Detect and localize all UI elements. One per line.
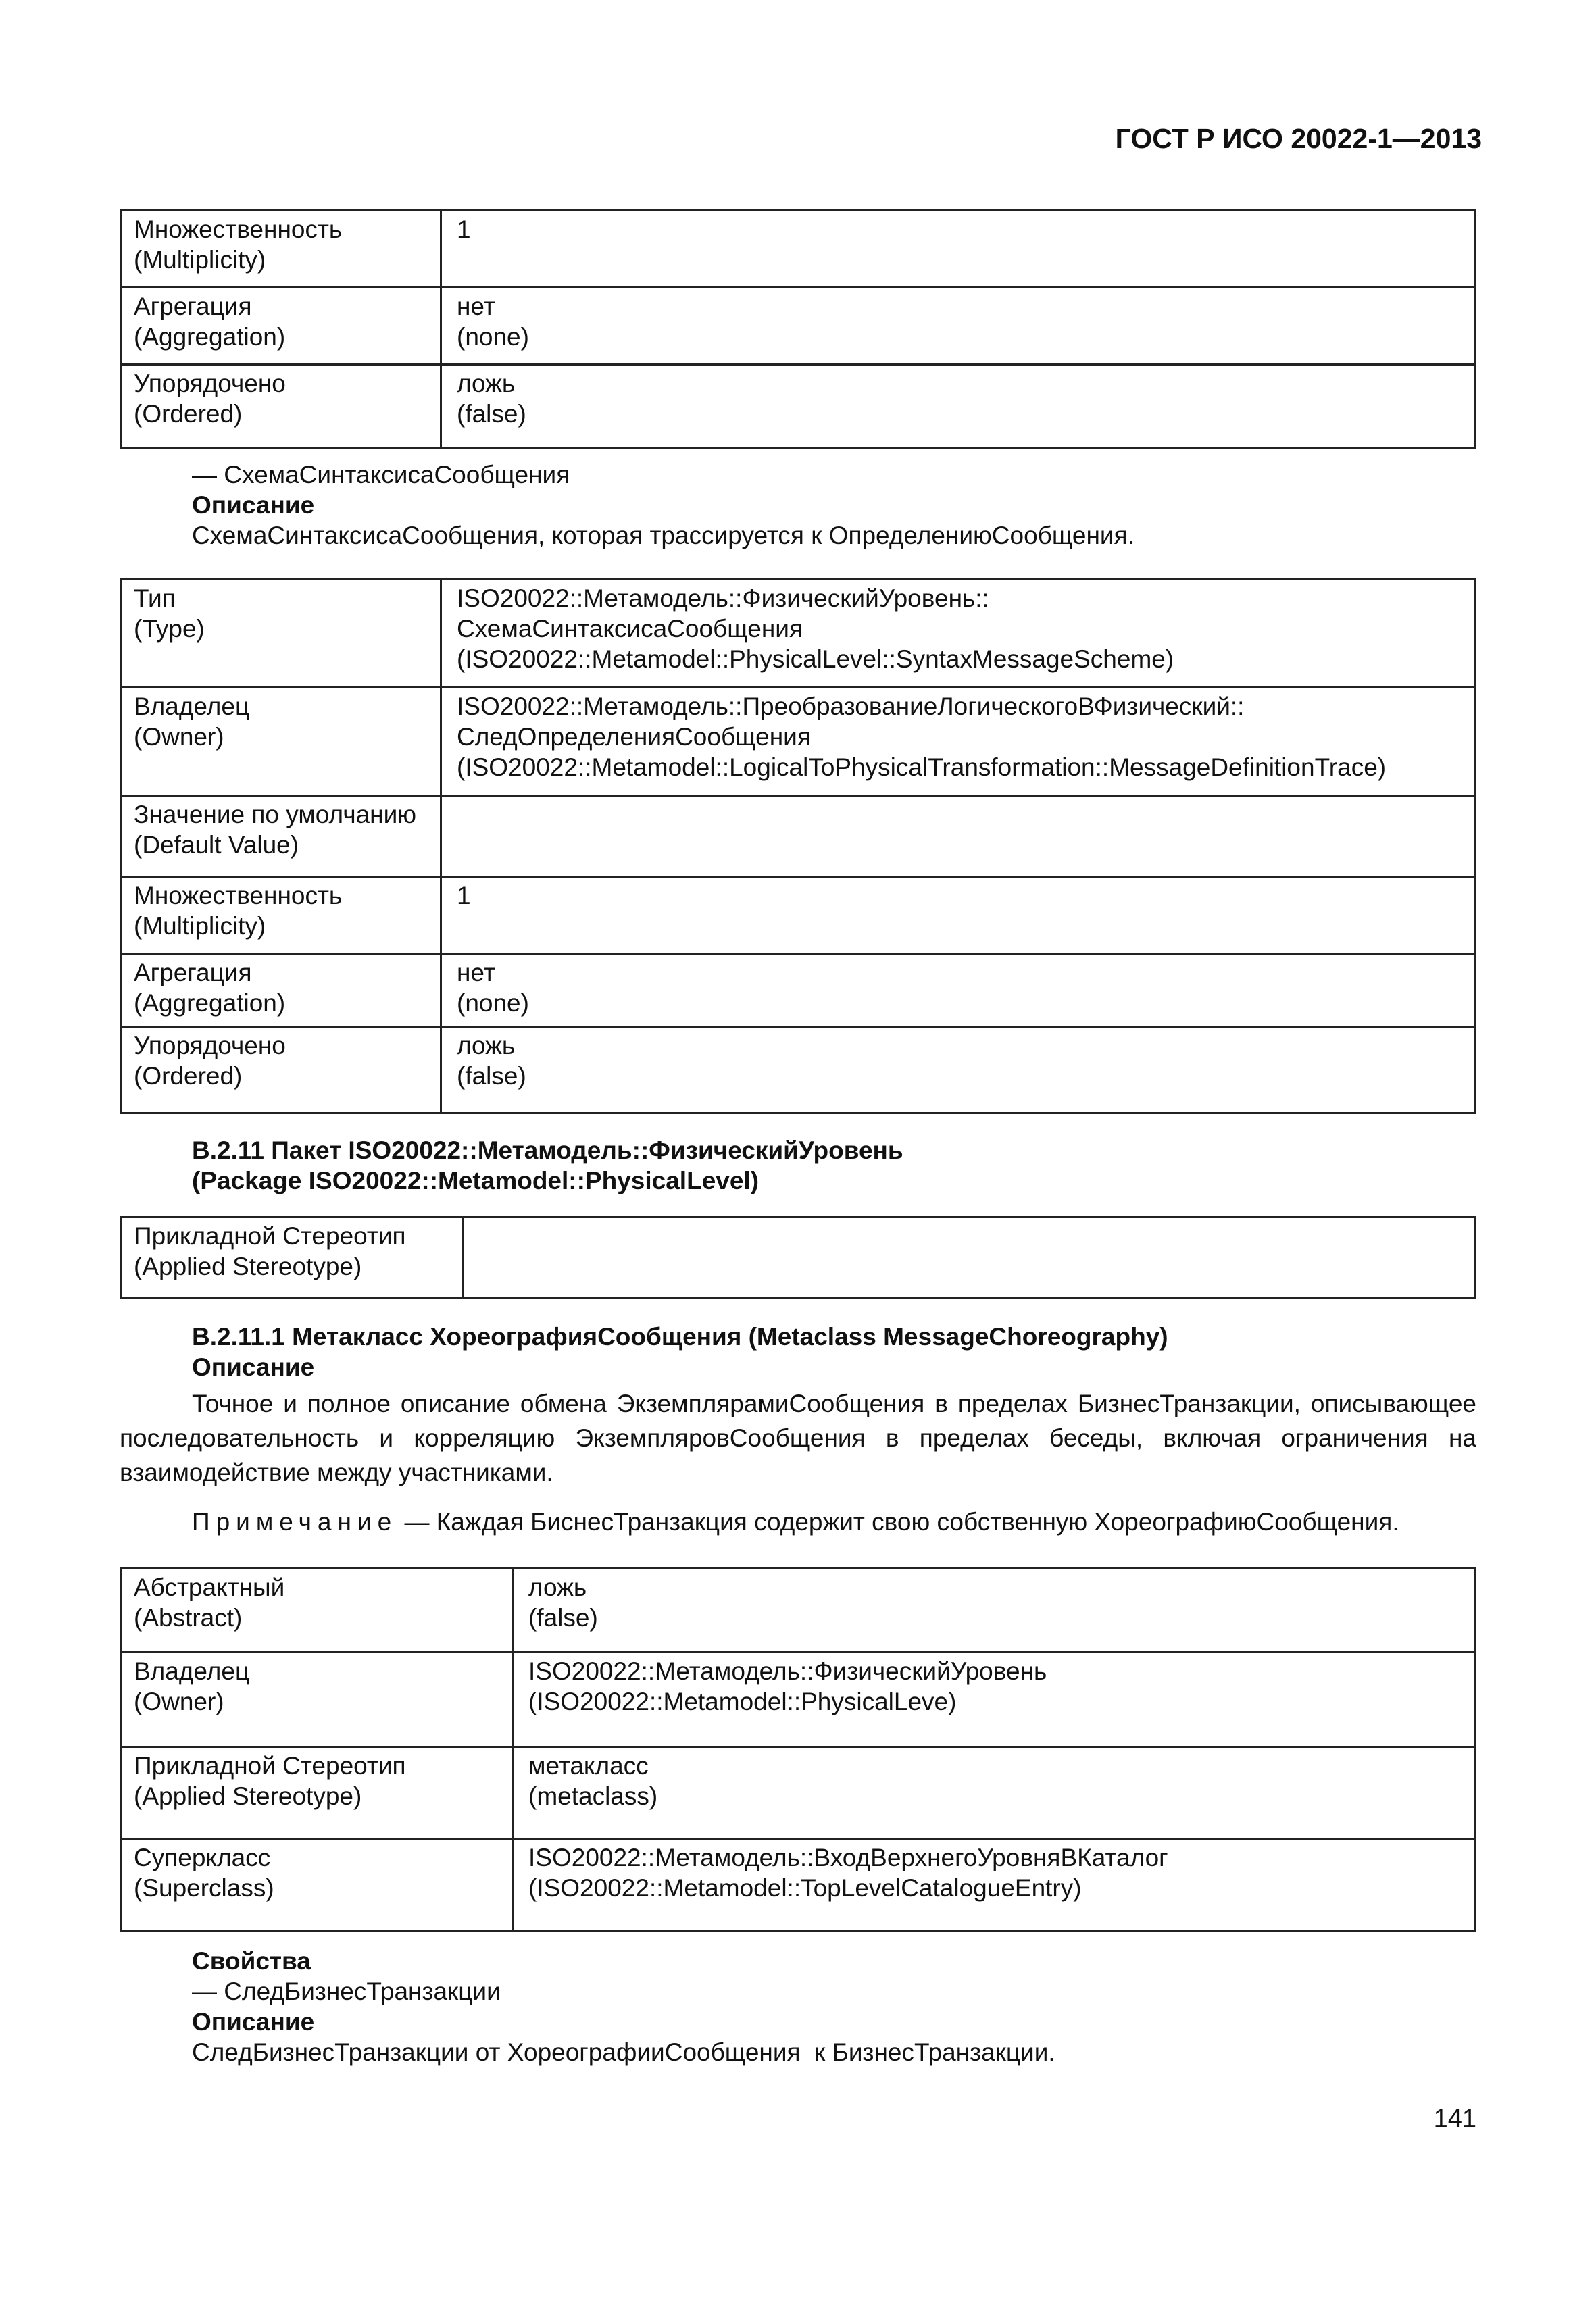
property-value-line: (false)	[528, 1604, 598, 1632]
table-row	[121, 877, 1476, 954]
property-label-cell	[121, 1569, 513, 1653]
properties-table-2	[120, 578, 1476, 1114]
scheme-item: — СхемаСинтаксисаСообщения	[192, 461, 570, 488]
table-row	[121, 1747, 1476, 1839]
property-label-ru: Множественность	[134, 882, 343, 909]
property-label-en: (Superclass)	[134, 1874, 274, 1902]
property-label-ru: Упорядочено	[134, 370, 286, 397]
property-label-en: (Multiplicity)	[134, 246, 266, 274]
property-label-en: (Owner)	[134, 1688, 224, 1715]
property-label-ru: Множественность	[134, 216, 343, 243]
property-label-ru: Суперкласс	[134, 1844, 271, 1871]
property-label-cell	[121, 796, 441, 877]
properties-table-1	[120, 209, 1476, 449]
table-row	[121, 1217, 1476, 1299]
property-value-line: ISO20022::Метамодель::ВходВерхнегоУровняВКаталог	[528, 1844, 1168, 1871]
property-label-en: (Default Value)	[134, 831, 299, 859]
property-value-cell	[441, 877, 1476, 954]
property-label-ru: Абстрактный	[134, 1574, 285, 1601]
property-label-cell	[121, 1217, 463, 1299]
table-row	[121, 954, 1476, 1027]
property-value-line: СхемаСинтаксисаСообщения	[457, 615, 803, 643]
section-b211-title-line2: (Package ISO20022::Metamodel::PhysicalLevel)	[192, 1167, 759, 1194]
metaclass-table	[120, 1567, 1476, 1932]
property-value-cell	[441, 580, 1476, 688]
properties-description-text: СледБизнесТранзакции от ХореографииСообщения к БизнесТранзакции.	[192, 2038, 1055, 2066]
property-value-line: нет	[457, 293, 495, 320]
section-b2111-head	[192, 1322, 1476, 1382]
property-value-line: нет	[457, 959, 495, 986]
property-label-en: (Aggregation)	[134, 989, 286, 1017]
section-b211-title	[192, 1135, 1476, 1196]
property-value-line: ложь	[528, 1574, 587, 1601]
table-row	[121, 288, 1476, 365]
property-value-line: (ISO20022::Metamodel::PhysicalLevel::SyntaxMessageScheme)	[457, 645, 1174, 673]
property-label-cell	[121, 954, 441, 1027]
table-row	[121, 1027, 1476, 1113]
scheme-description-text: СхемаСинтаксисаСообщения, которая трассируется к ОпределениюСообщения.	[192, 522, 1134, 549]
property-label-ru: Значение по умолчанию	[134, 801, 417, 828]
property-label-en: (Type)	[134, 615, 205, 643]
property-value-line: (ISO20022::Metamodel::PhysicalLeve)	[528, 1688, 957, 1715]
property-value-line: (none)	[457, 989, 529, 1017]
property-label-en: (Ordered)	[134, 1062, 243, 1090]
property-label-cell	[121, 365, 441, 449]
section-b2111-paragraph: Точное и полное описание обмена ЭкземплярамиСообщения в пределах БизнесТранзакции, описывающее последовательность и корреляцию ЭкземпляровСообщения в пределах беседы, включая ограничения на взаимодействие между участниками.	[120, 1390, 1476, 1486]
properties-item: — СледБизнесТранзакции	[192, 1978, 501, 2005]
property-label-cell	[121, 1027, 441, 1113]
property-value-cell	[441, 365, 1476, 449]
property-value-cell	[513, 1653, 1476, 1747]
property-value-line: ложь	[457, 370, 516, 397]
property-value-line: (metaclass)	[528, 1782, 658, 1810]
property-value-cell	[441, 1027, 1476, 1113]
property-value-line: ISO20022::Метамодель::ПреобразованиеЛогическогоВФизический::	[457, 693, 1245, 720]
property-label-en: (Applied Stereotype)	[134, 1782, 362, 1810]
property-label-cell	[121, 688, 441, 796]
properties-description-heading: Описание	[192, 2008, 315, 2036]
property-label-en: (Applied Stereotype)	[134, 1253, 362, 1280]
property-label-en: (Ordered)	[134, 400, 243, 428]
property-label-cell	[121, 580, 441, 688]
property-value-line: (none)	[457, 323, 529, 351]
property-value-line: (false)	[457, 1062, 526, 1090]
section-b2111-description-heading: Описание	[192, 1353, 315, 1381]
property-value-cell	[513, 1747, 1476, 1839]
property-value-line: СледОпределенияСообщения	[457, 723, 811, 751]
property-value-line: (ISO20022::Metamodel::LogicalToPhysicalTransformation::MessageDefinitionTrace)	[457, 753, 1387, 781]
table-row	[121, 1839, 1476, 1931]
property-value-line: ложь	[457, 1032, 516, 1059]
page-number: 141	[1433, 2105, 1476, 2133]
table-row	[121, 796, 1476, 877]
property-value-cell	[441, 954, 1476, 1027]
property-label-en: (Multiplicity)	[134, 912, 266, 940]
property-value-cell	[513, 1839, 1476, 1931]
property-value-line: (false)	[457, 400, 526, 428]
property-value-cell	[441, 211, 1476, 288]
property-label-cell	[121, 288, 441, 365]
table-row	[121, 1653, 1476, 1747]
section-b2111-title: В.2.11.1 Метакласс ХореографияСообщения (Metaclass MessageChoreography)	[192, 1323, 1168, 1351]
property-value-cell	[513, 1569, 1476, 1653]
property-label-en: (Abstract)	[134, 1604, 243, 1632]
property-label-ru: Упорядочено	[134, 1032, 286, 1059]
property-label-cell	[121, 1839, 513, 1931]
property-label-cell	[121, 1747, 513, 1839]
property-value-cell	[463, 1217, 1476, 1299]
property-label-ru: Агрегация	[134, 293, 252, 320]
table-row	[121, 688, 1476, 796]
property-value-line: ISO20022::Метамодель::ФизическийУровень	[528, 1657, 1047, 1685]
property-value-line: 1	[457, 216, 471, 243]
property-label-ru: Прикладной Стереотип	[134, 1222, 406, 1250]
scheme-description-heading: Описание	[192, 491, 315, 519]
property-label-cell	[121, 877, 441, 954]
scheme-section	[192, 459, 1476, 551]
table-row	[121, 580, 1476, 688]
note-text: — Каждая БиснесТранзакция содержит свою собственную ХореографиюСообщения.	[397, 1508, 1399, 1536]
property-label-en: (Aggregation)	[134, 323, 286, 351]
section-b211-title-line1: В.2.11 Пакет ISO20022::Метамодель::ФизическийУровень	[192, 1136, 903, 1164]
property-value-cell	[441, 796, 1476, 877]
property-value-line: 1	[457, 882, 471, 909]
properties-section	[192, 1946, 1476, 2067]
stereotype-table	[120, 1216, 1476, 1299]
note-label: Примечание	[192, 1508, 398, 1536]
property-label-ru: Агрегация	[134, 959, 252, 986]
table-row	[121, 365, 1476, 449]
table-row	[121, 1569, 1476, 1653]
property-value-cell	[441, 288, 1476, 365]
property-value-line: (ISO20022::Metamodel::TopLevelCatalogueEntry)	[528, 1874, 1082, 1902]
property-label-cell	[121, 1653, 513, 1747]
property-value-cell	[441, 688, 1476, 796]
document-code: ГОСТ Р ИСО 20022-1—2013	[1115, 123, 1482, 154]
property-value-line: метакласс	[528, 1752, 649, 1780]
property-label-ru: Прикладной Стереотип	[134, 1752, 406, 1780]
property-label-ru: Владелец	[134, 1657, 250, 1685]
property-label-en: (Owner)	[134, 723, 224, 751]
property-label-cell	[121, 211, 441, 288]
property-label-ru: Тип	[134, 584, 176, 612]
properties-heading: Свойства	[192, 1947, 311, 1975]
property-value-line: ISO20022::Метамодель::ФизическийУровень::	[457, 584, 989, 612]
table-row	[121, 211, 1476, 288]
property-label-ru: Владелец	[134, 693, 250, 720]
note	[192, 1507, 1399, 1537]
